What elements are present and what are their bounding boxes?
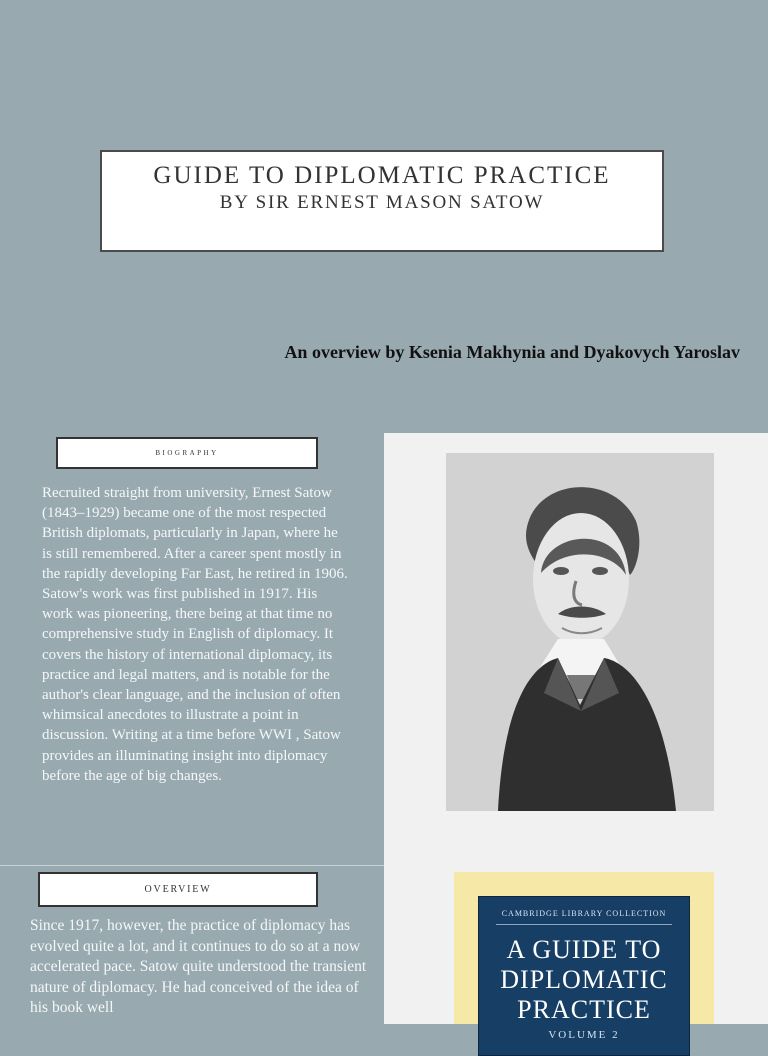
book-title: [479, 935, 689, 1025]
book-title-line-1: A GUIDE TO: [506, 935, 662, 964]
book-title-line-2: DIPLOMATIC: [500, 965, 668, 994]
book-cover-image: [454, 872, 714, 1041]
book-rule: [496, 924, 672, 925]
page-title: GUIDE TO DIPLOMATIC PRACTICE: [153, 162, 611, 189]
portrait-photo: [446, 453, 714, 811]
overview-label: OVERVIEW: [38, 872, 318, 907]
overview-text: Since 1917, however, the practice of diplomacy has evolved quite a lot, and it continues to do so at a now accelerated pace. Satow quite understood the transient nature of diplomacy. He had conceived of the idea of his book well: [30, 917, 367, 1016]
section-divider: [0, 865, 384, 866]
page-subtitle: BY SIR ERNEST MASON SATOW: [219, 192, 545, 213]
book-collection-label: CAMBRIDGE LIBRARY COLLECTION: [501, 909, 667, 918]
authors-line: An overview by Ksenia Makhynia and Dyakovych Yaroslav: [284, 342, 740, 362]
biography-label: BIOGRAPHY: [56, 437, 318, 469]
biography-text: Recruited straight from university, Ernest Satow (1843–1929) became one of the most respected British diplomats, particularly in Japan, where he is still remembered. After a career spent mostly in the rapidly developing Far East, he retired in 1906. Satow's work was first published in 1917. His work was pioneering, there being at that time no comprehensive study in English of diplomacy. It covers the history of international diplomacy, its practice and legal matters, and is notable for the author's clear language, and the inclusion of often whimsical anecdotes to illustrate a point in discussion. Writing at a time before WWI , Satow provides an illuminating insight into diplomacy before the age of big changes.: [42, 485, 348, 784]
book-title-line-3: PRACTICE: [517, 995, 651, 1024]
book-volume: VOLUME 2: [548, 1029, 620, 1041]
book-cover: [478, 896, 690, 1056]
portrait-illustration: [446, 453, 714, 811]
title-box: [100, 150, 664, 252]
